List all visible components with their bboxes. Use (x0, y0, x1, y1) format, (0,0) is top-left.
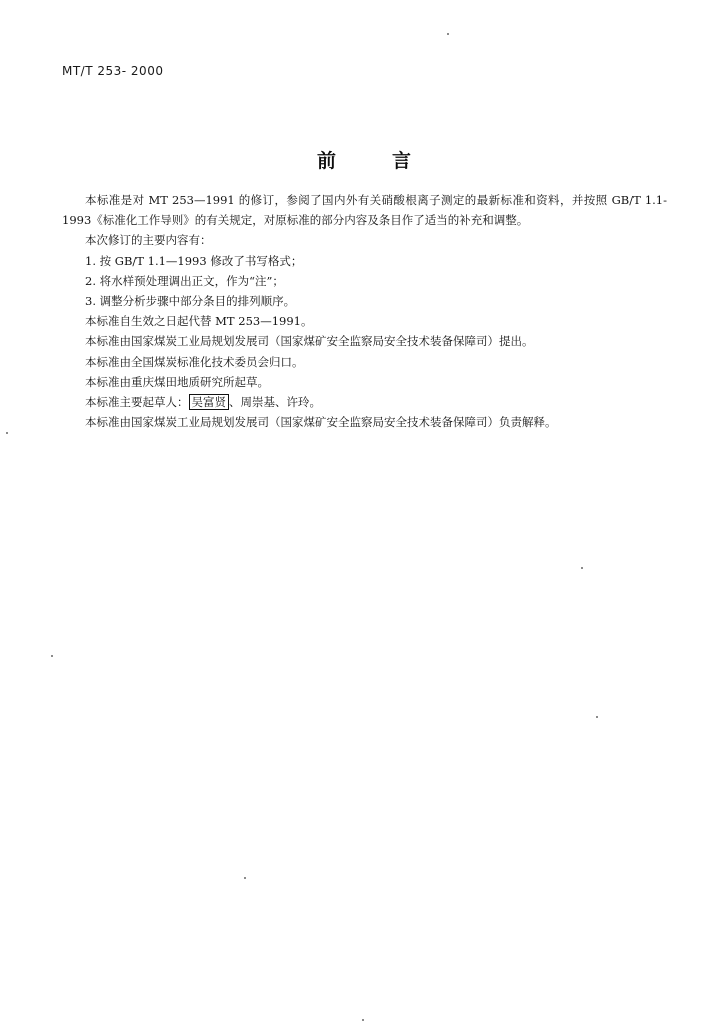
scan-speck (447, 33, 449, 35)
document-code-header: MT/T 253- 2000 (62, 64, 164, 78)
paragraph-main-changes-intro: 本次修订的主要内容有： (85, 233, 212, 248)
scan-speck (581, 567, 583, 569)
paragraph-proposed-by: 本标准由国家煤炭工业局规划发展司（国家煤矿安全监察局安全技术装备保障司）提出。 (85, 334, 534, 349)
scan-speck (362, 1019, 364, 1021)
paragraph-supersedes: 本标准自生效之日起代替 MT 253—1991。 (85, 314, 313, 329)
list-item-change-1: 1. 按 GB/T 1.1—1993 修改了书写格式； (85, 253, 303, 268)
paragraph-interpreted-by: 本标准由国家煤炭工业局规划发展司（国家煤矿安全监察局安全技术装备保障司）负责解释。 (85, 415, 557, 430)
drafters-prefix: 本标准主要起草人： (85, 395, 189, 410)
scan-speck (51, 655, 53, 657)
scan-speck (596, 716, 598, 718)
page-title: 前言 (316, 150, 467, 172)
boxed-drafter-name: 吴富贤 (189, 394, 230, 410)
foreword-body (62, 190, 667, 432)
list-item-change-3: 3. 调整分析步骤中部分条目的排列顺序。 (85, 294, 296, 309)
paragraph-drafted-by: 本标准由重庆煤田地质研究所起草。 (85, 374, 269, 389)
list-item-change-2: 2. 将水样预处理调出正文，作为“注”； (85, 273, 284, 288)
paragraph-revision-basis: 本标准是对 MT 253—1991 的修订，参阅了国内外有关硝酸根离子测定的最新标准和资料，并按照 GB/T 1.1- 1993《标准化工作导则》的有关规定，对原标准的部分内容及条目作了适当的补充和调整。 (62, 193, 667, 228)
paragraph-administered-by: 本标准由全国煤炭标准化技术委员会归口。 (85, 354, 304, 369)
scan-speck (6, 432, 8, 434)
paragraph-main-drafters (62, 392, 667, 412)
scan-speck (244, 877, 246, 879)
drafters-suffix: 、周崇基、许玲。 (229, 395, 321, 410)
